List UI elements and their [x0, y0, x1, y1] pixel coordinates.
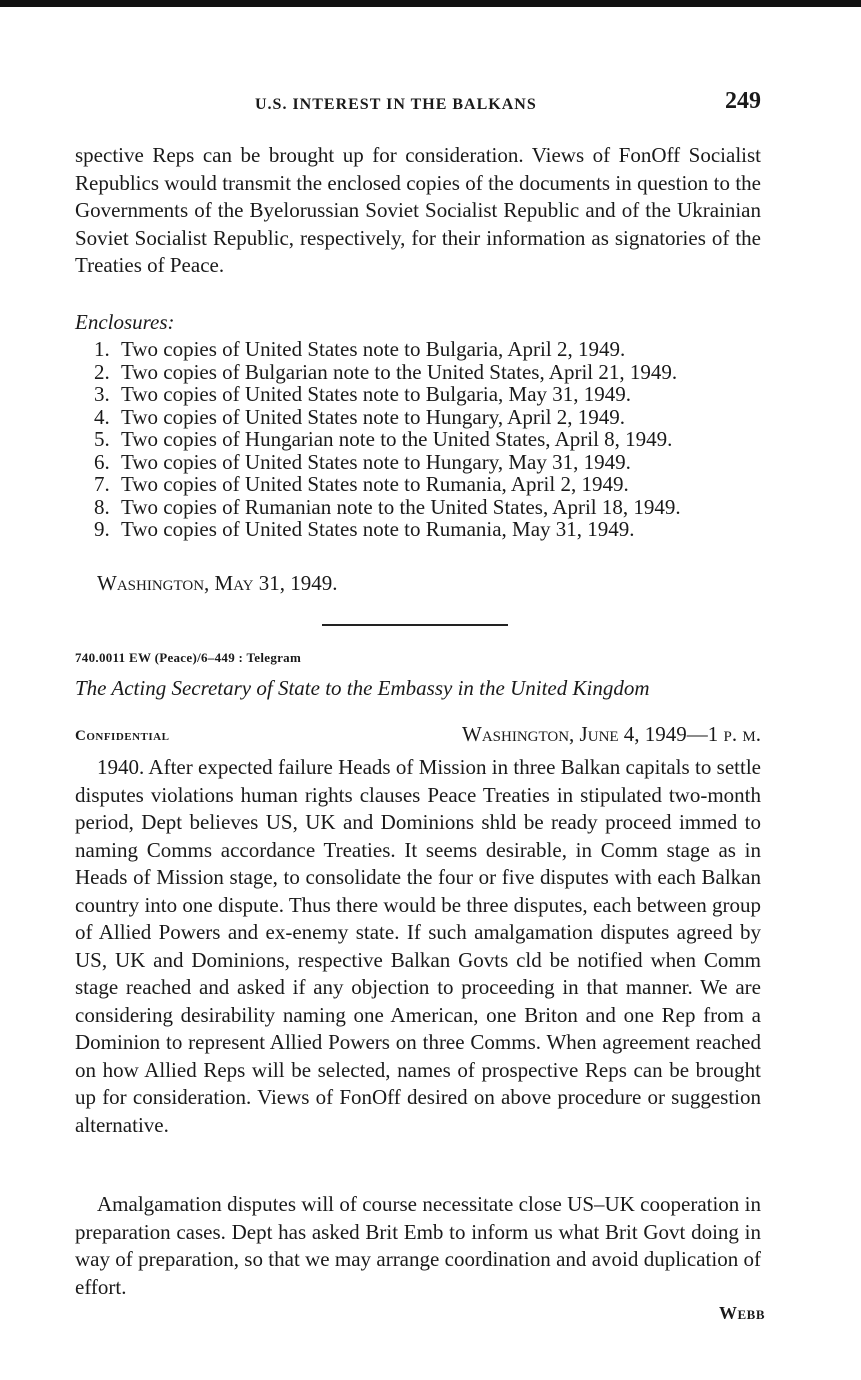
classification-line: [75, 722, 761, 750]
enclosure-number: 6.: [94, 449, 110, 474]
enclosure-item: [94, 383, 761, 406]
enclosure-text: Two copies of Hungarian note to the United States, April 8, 1949.: [121, 427, 673, 451]
continuation-paragraph: spective Reps can be brought up for consideration. Views of FonOff Socialist Republics would transmit the enclosed copies of the documents in question to the Governments of the Byelorussian Soviet Socialist Republic and of the Ukrainian Soviet Socialist Republic, respectively, for their information as signatories of the Treaties of Peace.: [75, 143, 761, 277]
enclosure-item: [94, 518, 761, 541]
enclosure-item: [94, 496, 761, 519]
enclosure-text: Two copies of United States note to Bulgaria, April 2, 1949.: [121, 337, 626, 361]
enclosure-item: [94, 473, 761, 496]
enclosure-number: 5.: [94, 427, 110, 451]
enclosure-number: 7.: [94, 472, 110, 496]
page-top-edge: [0, 0, 861, 7]
enclosure-item: [94, 361, 761, 384]
enclosure-number: 9.: [94, 517, 110, 541]
file-reference: 740.0011 EW (Peace)/6–449 : Telegram: [75, 650, 302, 665]
document-title: The Acting Secretary of State to the Embassy in the United Kingdom: [75, 676, 650, 700]
enclosures-label: Enclosures:: [75, 310, 175, 334]
enclosure-item: [94, 338, 761, 361]
running-head: U.S. INTEREST IN THE BALKANS: [255, 96, 537, 113]
section-divider: [322, 624, 508, 626]
enclosure-number: 3.: [94, 382, 110, 406]
page-header: [75, 88, 761, 122]
place-date: Washington, May 31, 1949.: [97, 571, 338, 595]
enclosure-number: 8.: [94, 494, 110, 519]
enclosure-text: Two copies of United States note to Rumania, April 2, 1949.: [121, 472, 629, 496]
enclosure-number: 1.: [94, 337, 110, 361]
classification-label: Confidential: [75, 728, 170, 744]
enclosure-text: Two copies of Rumanian note to the United States, April 18, 1949.: [121, 494, 681, 519]
enclosure-item: [94, 406, 761, 429]
enclosure-text: Two copies of United States note to Hungary, May 31, 1949.: [121, 449, 631, 474]
telegram-paragraph-2: Amalgamation disputes will of course necessitate close US–UK cooperation in preparation cases. Dept has asked Brit Emb to inform us what Brit Govt doing in way of preparation, so that we may arrange coordination and avoid duplication of effort.: [75, 1192, 761, 1299]
enclosure-text: Two copies of Bulgarian note to the United States, April 21, 1949.: [121, 359, 678, 384]
dateline: Washington, June 4, 1949—1 p. m.: [462, 722, 761, 746]
enclosure-text: Two copies of United States note to Hungary, April 2, 1949.: [121, 404, 626, 429]
enclosures-list: [94, 338, 761, 541]
enclosure-item: [94, 451, 761, 474]
enclosure-number: 4.: [94, 404, 110, 429]
page-number: 249: [725, 88, 761, 114]
enclosure-text: Two copies of United States note to Bulgaria, May 31, 1949.: [121, 382, 632, 406]
enclosure-text: Two copies of United States note to Rumania, May 31, 1949.: [121, 517, 635, 541]
signature: Webb: [718, 1303, 765, 1323]
enclosure-item: [94, 428, 761, 451]
enclosure-number: 2.: [94, 359, 110, 384]
telegram-paragraph-1: 1940. After expected failure Heads of Mission in three Balkan capitals to settle disputes violations human rights clauses Peace Treaties in stipulated two-month period, Dept believes US, UK and Dominions shld be ready proceed immed to naming Comms accordance Treaties. It seems desirable, in Comm stage as in Heads of Mission stage, to consolidate the four or five disputes with each Balkan country into one dispute. Thus there would be three disputes, each between group of Allied Powers and ex-enemy state. If such amalgamation disputes agreed by US, UK and Dominions, respective Balkan Govts cld be notified when Comm stage reached and asked if any objection to proceeding in that manner. We are considering desirability naming one American, one Briton and one Rep from a Dominion to represent Allied Powers on three Comms. When agreement reached on how Allied Reps will be selected, names of prospective Reps can be brought up for consideration. Views of FonOff desired on above procedure or suggestion alternative.: [75, 755, 761, 1137]
